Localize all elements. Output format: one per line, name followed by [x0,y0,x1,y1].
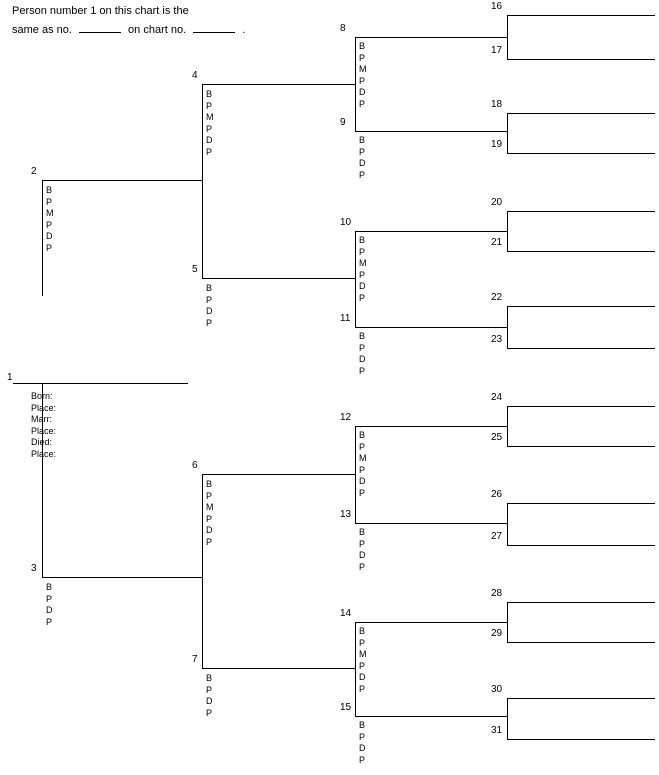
person-24-line[interactable] [507,406,655,407]
person-5-fields-row: P [206,317,213,328]
person-2-fields-row: D [46,231,53,241]
person-26-line[interactable] [507,503,655,504]
gen4-connector-9 [507,113,508,153]
person-27-line[interactable] [507,545,655,546]
person-13-fields [359,527,366,573]
gen2-connector-2 [202,84,203,278]
person-3-fields-row: B [46,582,53,592]
person-21-line[interactable] [507,251,655,252]
person-3-fields-row: P [46,616,53,627]
person-number-13: 13 [340,509,352,520]
person-number-26: 26 [491,489,503,500]
person-number-24: 24 [491,392,503,403]
person-number-29: 29 [491,628,503,639]
person-1-fields-row: Marr: [31,414,52,424]
gen4-connector-15 [507,698,508,739]
person-12-fields-row: P [359,487,366,498]
person-9-fields-row: B [359,135,366,145]
person-17-line[interactable] [507,59,655,60]
person-18-line[interactable] [507,113,655,114]
person-4-fields-row: M [206,112,214,122]
person-10-fields [359,235,367,304]
person-8-fields-row: P [359,75,366,86]
person-10-fields-row: D [359,281,366,291]
person-7-fields-row: P [206,684,213,695]
person-11-line[interactable] [355,327,507,328]
person-number-15: 15 [340,702,352,713]
chart-number-blank[interactable] [193,32,235,33]
person-number-25: 25 [491,432,503,443]
person-15-fields-row: D [359,743,366,753]
gen2-connector-3 [202,474,203,668]
person-14-fields [359,626,367,695]
person-13-fields-row: D [359,550,366,560]
person-number-23: 23 [491,334,503,345]
person-12-fields-row: M [359,453,367,463]
chart-header [12,2,245,40]
person-8-fields-row: P [359,98,366,109]
gen4-connector-10 [507,211,508,251]
person-7-fields-row: P [206,707,213,718]
person-1-fields [31,391,56,460]
person-14-line[interactable] [355,622,507,623]
person-7-fields-row: B [206,673,213,683]
person-number-6: 6 [192,460,198,471]
person-11-fields-row: P [359,342,366,353]
person-4-fields-row: P [206,123,213,134]
person-8-line[interactable] [355,37,507,38]
person-12-fields [359,430,367,499]
person-11-fields-row: D [359,354,366,364]
header-period: . [242,24,246,36]
person-15-fields-row: B [359,720,366,730]
person-number-20: 20 [491,197,503,208]
same-as-label: same as no. [12,24,72,36]
person-1-fields-row: Died: [31,437,53,447]
person-11-fields [359,331,366,377]
person-number-3: 3 [31,563,37,574]
person-25-line[interactable] [507,446,655,447]
header-line-1: Person number 1 on this chart is the [12,5,189,17]
person-10-line[interactable] [355,231,507,232]
person-4-fields-row: B [206,89,213,99]
person-1-fields-row: Born: [31,391,53,401]
person-13-fields-row: B [359,527,366,537]
person-number-9: 9 [340,117,346,128]
person-11-fields-row: B [359,331,366,341]
person-number-31: 31 [491,725,503,736]
person-number-19: 19 [491,139,503,150]
gen3-connector-5 [355,231,356,327]
person-5-fields-row: D [206,306,213,316]
person-number-17: 17 [491,45,503,56]
person-14-fields-row: P [359,660,366,671]
person-14-fields-row: B [359,626,366,636]
person-10-fields-row: P [359,269,366,280]
person-1-line[interactable] [13,383,188,384]
person-6-fields-row: B [206,479,213,489]
person-5-fields [206,283,213,329]
person-4-fields-row: P [206,146,213,157]
person-2-stub [42,180,43,296]
person-23-line[interactable] [507,348,655,349]
person-number-2: 2 [31,166,37,177]
person-9-line[interactable] [355,131,507,132]
person-2-fields-row: M [46,208,54,218]
person-12-fields-row: D [359,476,366,486]
person-13-fields-row: P [359,561,366,572]
gen3-connector-4 [355,37,356,131]
person-2-fields-row: P [46,242,53,253]
person-12-line[interactable] [355,426,507,427]
person-number-10: 10 [340,217,352,228]
person-6-fields-row: P [206,536,213,547]
person-number-27: 27 [491,531,503,542]
person-6-fields-row: D [206,525,213,535]
person-19-line[interactable] [507,153,655,154]
person-4-line[interactable] [202,84,355,85]
person-number-1: 1 [7,372,13,383]
person-10-fields-row: M [359,258,367,268]
same-as-number-blank[interactable] [79,32,121,33]
person-2-fields-row: B [46,185,53,195]
gen3-connector-6 [355,426,356,523]
person-number-5: 5 [192,264,198,275]
person-13-fields-row: P [359,538,366,549]
gen4-connector-13 [507,503,508,545]
person-5-fields-row: P [206,294,213,305]
person-16-line[interactable] [507,15,655,16]
gen4-connector-14 [507,602,508,642]
person-number-28: 28 [491,588,503,599]
person-8-fields-row: B [359,41,366,51]
gen3-connector-7 [355,622,356,716]
person-7-line[interactable] [202,668,355,669]
person-5-fields-row: B [206,283,213,293]
person-10-fields-row: P [359,246,366,257]
person-9-fields-row: D [359,158,366,168]
header-line-2 [12,21,245,40]
person-2-fields-row: P [46,219,53,230]
person-number-22: 22 [491,292,503,303]
person-3-fields-row: P [46,593,53,604]
person-6-fields-row: P [206,513,213,524]
person-number-21: 21 [491,237,503,248]
person-number-30: 30 [491,684,503,695]
person-30-line[interactable] [507,698,655,699]
person-28-line[interactable] [507,602,655,603]
person-6-fields-row: P [206,490,213,501]
person-1-fields-row: Place: [31,448,57,459]
person-15-fields [359,720,366,766]
person-15-line[interactable] [355,716,507,717]
person-number-8: 8 [340,23,346,34]
person-7-fields-row: D [206,696,213,706]
person-14-fields-row: D [359,672,366,682]
person-20-line[interactable] [507,211,655,212]
person-13-line[interactable] [355,523,507,524]
person-3-fields [46,582,53,628]
person-number-7: 7 [192,654,198,665]
person-number-4: 4 [192,70,198,81]
person-14-fields-row: P [359,683,366,694]
person-12-fields-row: B [359,430,366,440]
person-8-fields-row: M [359,64,367,74]
person-3-fields-row: D [46,605,53,615]
person-9-fields-row: P [359,169,366,180]
person-10-fields-row: P [359,292,366,303]
gen4-connector-11 [507,306,508,348]
person-number-16: 16 [491,1,503,12]
person-12-fields-row: P [359,464,366,475]
person-31-line[interactable] [507,739,655,740]
person-12-fields-row: P [359,441,366,452]
person-6-fields [206,479,214,548]
person-14-fields-row: M [359,649,367,659]
person-14-fields-row: P [359,637,366,648]
person-number-14: 14 [340,608,352,619]
person-8-fields-row: D [359,87,366,97]
person-22-line[interactable] [507,306,655,307]
person-6-line[interactable] [202,474,355,475]
gen4-connector-12 [507,406,508,446]
person-6-fields-row: M [206,502,214,512]
person-number-11: 11 [340,313,351,324]
person-number-12: 12 [340,412,352,423]
person-5-line[interactable] [202,278,355,279]
person-7-fields [206,673,213,719]
person-4-fields [206,89,214,158]
person-11-fields-row: P [359,365,366,376]
person-29-line[interactable] [507,642,655,643]
person-15-fields-row: P [359,731,366,742]
person-3-line[interactable] [42,577,202,578]
person-4-fields-row: P [206,100,213,111]
person-9-fields-row: P [359,146,366,157]
person-8-fields [359,41,367,110]
person-2-fields [46,185,54,254]
person-15-fields-row: P [359,754,366,765]
person-4-fields-row: D [206,135,213,145]
person-10-fields-row: B [359,235,366,245]
person-2-fields-row: P [46,196,53,207]
person-9-fields [359,135,366,181]
person-1-fields-row: Place: [31,402,57,413]
gen4-connector-8 [507,15,508,59]
chart-no-label: on chart no. [128,24,187,36]
person-8-fields-row: P [359,52,366,63]
person-number-18: 18 [491,99,503,110]
person-1-fields-row: Place: [31,425,57,436]
person-2-line[interactable] [42,180,202,181]
